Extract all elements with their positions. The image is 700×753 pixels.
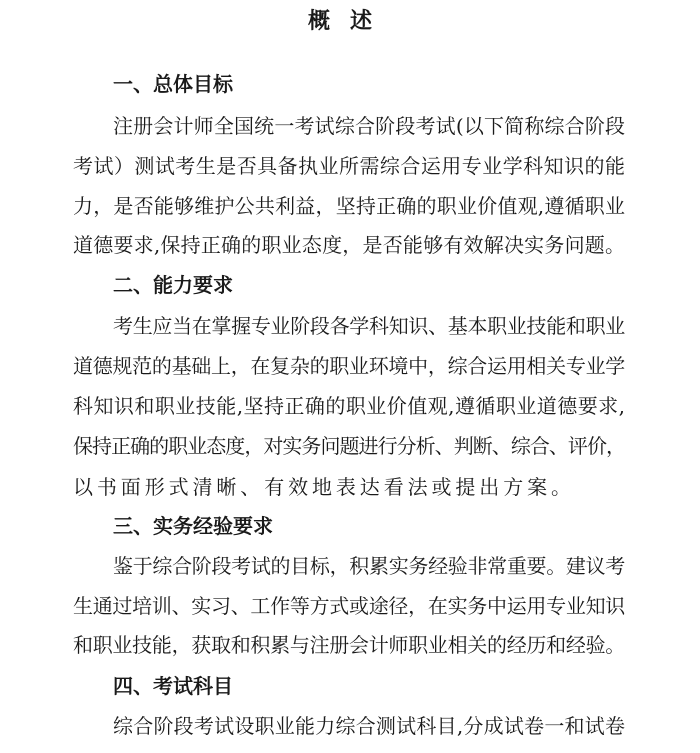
paragraph-line: 注册会计师全国统一考试综合阶段考试(以下简称综合阶段 — [113, 114, 625, 138]
paragraph-line: 保持正确的职业态度，对实务问题进行分析、判断、综合、评价， — [73, 434, 625, 458]
paragraph-line: 科知识和职业技能,坚持正确的职业价值观,遵循职业道德要求, — [73, 394, 625, 418]
paragraph-line: 力，是否能够维护公共利益，坚持正确的职业价值观,遵循职业 — [73, 194, 625, 218]
paragraph-line: 考生应当在掌握专业阶段各学科知识、基本职业技能和职业 — [113, 314, 625, 338]
document-title: 概述 — [307, 9, 392, 34]
section-heading-practical-experience: 三、实务经验要求 — [113, 514, 273, 538]
paragraph-line: 生通过培训、实习、工作等方式或途径，在实务中运用专业知识 — [73, 594, 625, 618]
paragraph-line: 道德规范的基础上，在复杂的职业环境中，综合运用相关专业学 — [73, 354, 625, 378]
paragraph-line: 以书面形式清晰、有效地表达看法或提出方案。 — [73, 475, 575, 499]
section-heading-ability-requirements: 二、能力要求 — [113, 273, 233, 297]
section-heading-overall-goal: 一、总体目标 — [113, 72, 233, 96]
paragraph-line: 综合阶段考试设职业能力综合测试科目,分成试卷一和试卷 — [113, 714, 625, 738]
paragraph-line: 和职业技能，获取和积累与注册会计师职业相关的经历和经验。 — [73, 633, 625, 657]
paragraph-line: 考试）测试考生是否具备执业所需综合运用专业学科知识的能 — [73, 154, 625, 178]
section-heading-exam-subjects: 四、考试科目 — [113, 674, 233, 698]
paragraph-line: 鉴于综合阶段考试的目标，积累实务经验非常重要。建议考 — [113, 554, 625, 578]
paragraph-line: 道德要求,保持正确的职业态度，是否能够有效解决实务问题。 — [73, 233, 625, 257]
